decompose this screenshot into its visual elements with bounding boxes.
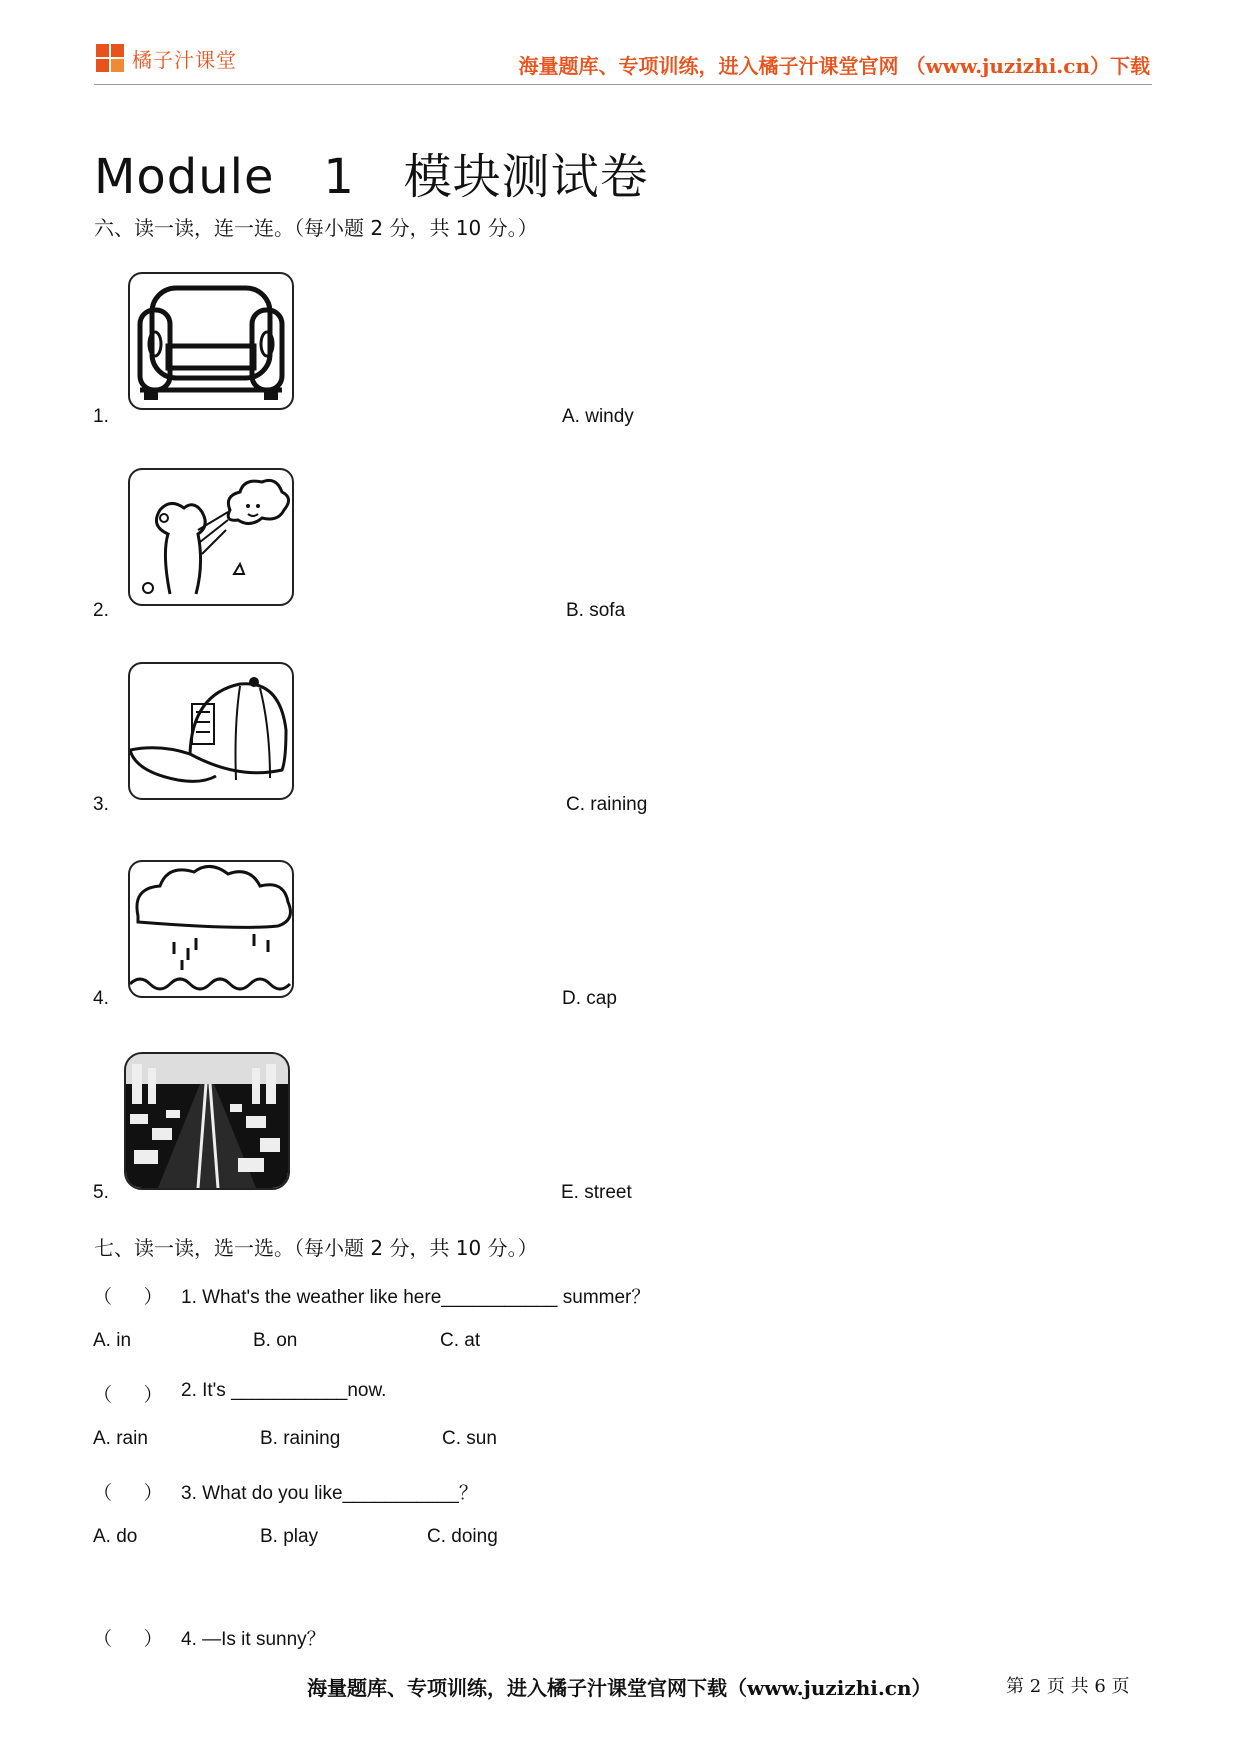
item-1-number: 1. (93, 406, 109, 427)
item-2-number: 2. (93, 600, 109, 621)
sofa-picture-icon (128, 272, 294, 410)
rain-picture-icon (128, 860, 294, 998)
question-1: 1. What's the weather like here___________ summer？ (181, 1287, 651, 1308)
cap-picture-icon (128, 662, 294, 800)
footer-link[interactable]: 海量题库、专项训练，进入橘子汁课堂官网下载（www.juzizhi.cn） (307, 1676, 932, 1700)
header-divider (94, 84, 1152, 85)
question-2: 2. It's ___________now. (181, 1380, 387, 1401)
question-4: 4. —Is it sunny？ (181, 1629, 326, 1650)
q1-option-a: A. in (93, 1330, 132, 1351)
street-picture-icon (124, 1052, 290, 1190)
section-6-heading: 六、读一读，连一连。（每小题 2 分，共 10 分。） (94, 216, 538, 240)
page-number: 第 2 页 共 6 页 (1006, 1676, 1130, 1697)
q2-option-b: B. raining (260, 1428, 341, 1449)
option-c: C. raining (566, 794, 648, 815)
q3-option-a: A. do (93, 1526, 138, 1547)
answer-blank-4[interactable]: （ ） (93, 1629, 163, 1650)
answer-blank-1[interactable]: （ ） (93, 1287, 163, 1308)
brand-name: 橘子汁课堂 (132, 48, 237, 72)
item-5-number: 5. (93, 1182, 109, 1203)
q3-option-c: C. doing (427, 1526, 498, 1547)
q3-option-b: B. play (260, 1526, 319, 1547)
option-b: B. sofa (566, 600, 626, 621)
item-3-number: 3. (93, 794, 109, 815)
option-d: D. cap (562, 988, 617, 1009)
q2-option-c: C. sun (442, 1428, 497, 1449)
site-link-banner[interactable]: 海量题库、专项训练，进入橘子汁课堂官网 （www.juzizhi.cn）下载 (518, 54, 1150, 78)
q1-option-b: B. on (253, 1330, 298, 1351)
question-3: 3. What do you like___________？ (181, 1483, 478, 1504)
q1-option-c: C. at (440, 1330, 481, 1351)
page-title: Module 1 模块测试卷 (94, 149, 649, 205)
option-e: E. street (561, 1182, 632, 1203)
option-a: A. windy (562, 406, 634, 427)
answer-blank-2[interactable]: （ ） (93, 1385, 163, 1406)
section-7-heading: 七、读一读，选一选。（每小题 2 分，共 10 分。） (94, 1236, 538, 1260)
item-4-number: 4. (93, 988, 109, 1009)
windy-picture-icon (128, 468, 294, 606)
answer-blank-3[interactable]: （ ） (93, 1483, 163, 1504)
brand-logo-icon (96, 44, 126, 74)
q2-option-a: A. rain (93, 1428, 148, 1449)
